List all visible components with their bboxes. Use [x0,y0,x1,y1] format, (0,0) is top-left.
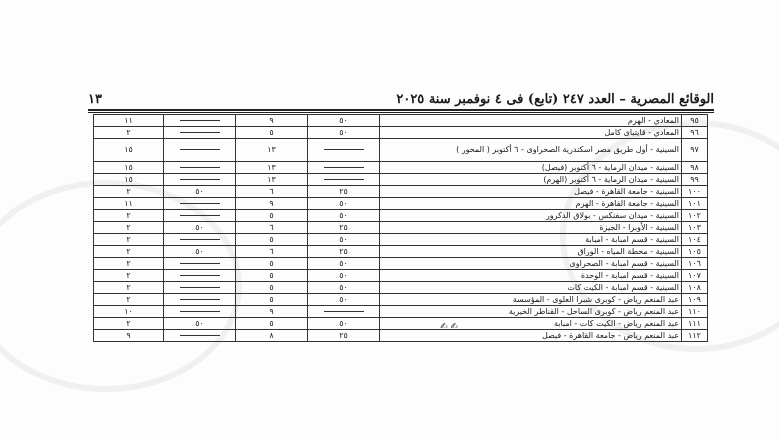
table-row [94,234,708,246]
cell-c2: ٥ [236,270,308,282]
cell-c4: ٢ [94,210,164,222]
empty-dash [180,179,220,180]
cell-no: ١٠٣ [682,222,708,234]
cell-c4: ٢ [94,318,164,330]
cell-no: ١٠٥ [682,246,708,258]
cell-c1: ٥٠ [308,198,380,210]
table-row [94,294,708,306]
cell-c3 [164,330,236,342]
header-rule [88,112,714,113]
table-row [94,210,708,222]
cell-c1: ٢٥ [308,222,380,234]
cell-no: ١١١ [682,318,708,330]
cell-c3 [164,258,236,270]
empty-dash [180,239,220,240]
cell-no: ١٠٩ [682,294,708,306]
cell-route: السينية - جامعة القاهرة - الهرم [380,198,682,210]
cell-c2: ٨ [236,330,308,342]
cell-c2: ٩ [236,306,308,318]
cell-c1 [308,306,380,318]
empty-dash [324,311,364,312]
empty-dash [180,335,220,336]
empty-dash [180,299,220,300]
empty-dash [180,263,220,264]
cell-c3 [164,115,236,127]
cell-c1: ٥٠ [308,127,380,139]
cell-c1 [308,162,380,174]
cell-no: ١٠٠ [682,186,708,198]
cell-c2: ٥ [236,282,308,294]
cell-no: ٩٧ [682,139,708,162]
cell-c4: ٢ [94,282,164,294]
cell-route: السينية - ميدان الرماية - ٦ أكتوبر (الهرم) [380,174,682,186]
cell-no: ٩٥ [682,115,708,127]
cell-c3: ٥٠ [164,318,236,330]
cell-c4: ١٥ [94,139,164,162]
cell-c1: ٥٠ [308,258,380,270]
cell-c4: ٢ [94,222,164,234]
cell-c2: ٥ [236,294,308,306]
cell-c3: ٥٠ [164,186,236,198]
cell-c4: ٢ [94,246,164,258]
page-number: ١٣ [88,92,102,107]
empty-dash [180,311,220,312]
cell-route: عبد المنعم رياض - كوبرى شبرا العلوى - المؤسسة [380,294,682,306]
table-row [94,246,708,258]
cell-no: ١٠٧ [682,270,708,282]
cell-c2: ٥ [236,234,308,246]
cell-route: السينية - قسم امبابة - الصحراوى [380,258,682,270]
cell-c1: ٥٠ [308,270,380,282]
page-header [88,92,714,108]
cell-no: ١٠١ [682,198,708,210]
cell-no: ١٠٢ [682,210,708,222]
routes-table [93,114,708,342]
cell-c1: ٢٥ [308,246,380,258]
cell-route: عبد المنعم رياض - كوبرى الساحل - القناطر الخيرية [380,306,682,318]
page-title: الوقائع المصرية – العدد ٢٤٧ (تابع) فى ٤ نوفمبر سنة ٢٠٢٥ [396,92,714,107]
cell-c1 [308,174,380,186]
cell-c3: ٥٠ [164,222,236,234]
cell-no: ٩٦ [682,127,708,139]
cell-c4: ٩ [94,330,164,342]
cell-c2: ٥ [236,210,308,222]
cell-c1: ٥٠ [308,115,380,127]
cell-c3 [164,162,236,174]
cell-route: السينية - قسم امبابة - الكيت كات [380,282,682,294]
cell-route: السينية - الأوبرا - الجيزة [380,222,682,234]
cell-c4: ٢ [94,127,164,139]
cell-route: عبد المنعم رياض - جامعة القاهرة - فيصل [380,330,682,342]
cell-no: ١٠٦ [682,258,708,270]
cell-c3 [164,127,236,139]
cell-c4: ٢ [94,294,164,306]
cell-route: السينية - ميدان الرماية - ٦ أكتوبر (فيصل) [380,162,682,174]
cell-c4: ٢ [94,234,164,246]
empty-dash [324,167,364,168]
cell-c4: ٢ [94,270,164,282]
cell-c2: ١٣ [236,162,308,174]
cell-no: ١١٢ [682,330,708,342]
cell-c3: ٥٠ [164,246,236,258]
cell-c1 [308,139,380,162]
cell-c2: ١٣ [236,139,308,162]
cell-c4: ١١ [94,115,164,127]
cell-no: ٩٨ [682,162,708,174]
cell-no: ١٠٨ [682,282,708,294]
table-row [94,330,708,342]
cell-route: السينية - ميدان سفنكس - بولاق الدكرور [380,210,682,222]
empty-dash [180,149,220,150]
cell-c1: ٥٠ [308,282,380,294]
cell-route: السينية - محطة المياه - الوراق [380,246,682,258]
empty-dash [180,120,220,121]
cell-c3 [164,270,236,282]
cell-c1: ٥٠ [308,234,380,246]
cell-c2: ٦ [236,246,308,258]
table-row [94,115,708,127]
cell-c3 [164,234,236,246]
cell-no: ١٠٤ [682,234,708,246]
cell-route: السينية - جامعة القاهرة - فيصل [380,186,682,198]
empty-dash [180,203,220,204]
cell-c2: ٩ [236,198,308,210]
table-row [94,186,708,198]
cell-c4: ٢ [94,258,164,270]
empty-dash [180,215,220,216]
cell-c2: ٦ [236,222,308,234]
cell-c2: ٦ [236,186,308,198]
cell-c4: ١٥ [94,162,164,174]
cell-c1: ٢٥ [308,186,380,198]
header-rule [88,109,714,111]
empty-dash [180,287,220,288]
empty-dash [324,149,364,150]
cell-c3 [164,174,236,186]
cell-c3 [164,210,236,222]
cell-c2: ٥ [236,318,308,330]
cell-route: عبد المنعم رياض - الكيت كات - امبابة [380,318,682,330]
table-row [94,306,708,318]
cell-c1: ٥٠ [308,318,380,330]
empty-dash [180,275,220,276]
table-row [94,258,708,270]
cell-route: السينية - أول طريق مصر اسكندرية الصحراوى - ٦ أكتوبر ( المحور ) [380,139,682,162]
cell-c4: ٢ [94,186,164,198]
cell-c3 [164,282,236,294]
signature-mark: ✍ ✍ [440,322,458,332]
table-row [94,198,708,210]
empty-dash [180,167,220,168]
table-row [94,270,708,282]
cell-c3 [164,294,236,306]
cell-c1: ٥٠ [308,294,380,306]
table-row [94,174,708,186]
table-row [94,127,708,139]
cell-c2: ٥ [236,258,308,270]
cell-c1: ٥٠ [308,210,380,222]
cell-no: ١١٠ [682,306,708,318]
table-row [94,139,708,162]
cell-route: المعادي - قايتباى كامل [380,127,682,139]
cell-c2: ٩ [236,115,308,127]
empty-dash [180,132,220,133]
cell-no: ٩٩ [682,174,708,186]
cell-route: السينية - قسم امبابة - امبابة [380,234,682,246]
cell-c3 [164,139,236,162]
empty-dash [324,179,364,180]
cell-c3 [164,198,236,210]
cell-c4: ١٠ [94,306,164,318]
cell-route: السينية - قسم امبابة - الوحدة [380,270,682,282]
cell-c2: ٥ [236,127,308,139]
cell-route: المعادي - الهرم [380,115,682,127]
table-row [94,222,708,234]
table-row [94,318,708,330]
table-row [94,162,708,174]
cell-c4: ١١ [94,198,164,210]
table-row [94,282,708,294]
cell-c4: ١٥ [94,174,164,186]
cell-c2: ١٣ [236,174,308,186]
cell-c1: ٢٥ [308,330,380,342]
cell-c3 [164,306,236,318]
